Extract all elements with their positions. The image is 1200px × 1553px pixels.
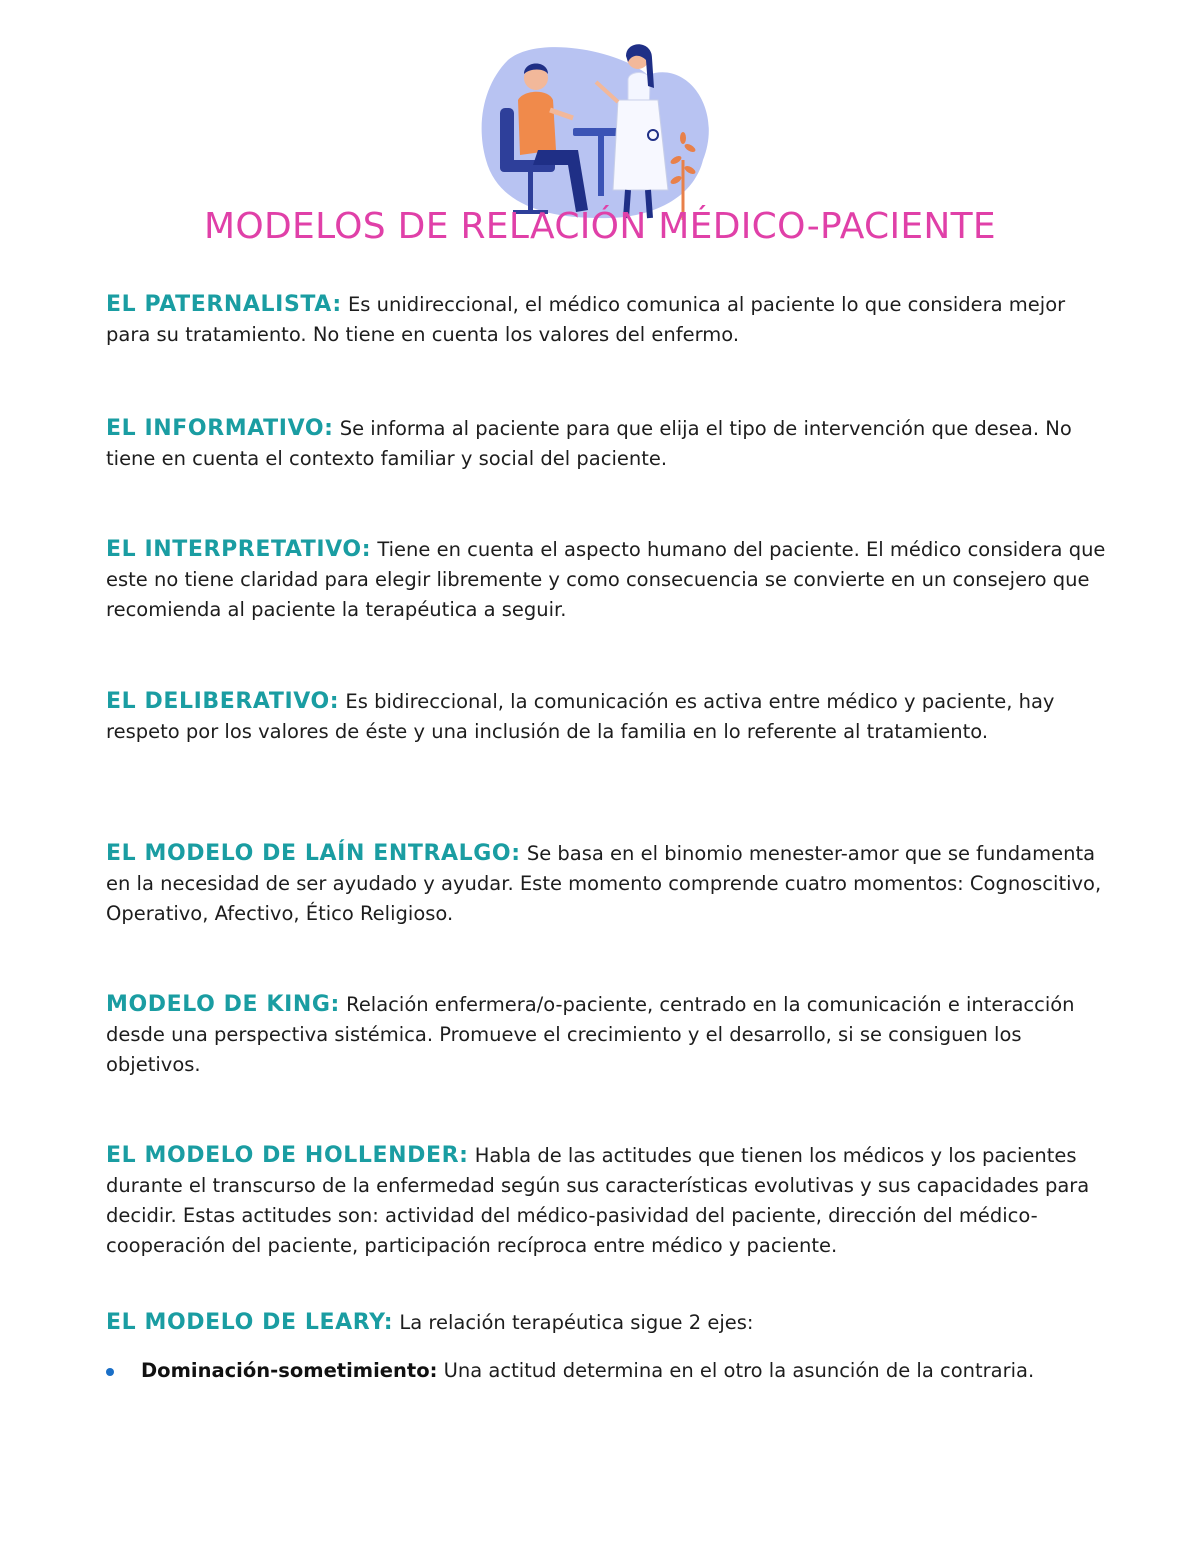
section-text: Es bidireccional, la comunicación es activa entre médico y paciente, hay respeto por los valores de éste y una inclusión de la familia en lo referente al tratamiento.: [106, 690, 1055, 743]
section-text: Tiene en cuenta el aspecto humano del paciente. El médico considera que este no tiene claridad para elegir libremente y como consecuencia se convierte en un consejero que recomienda al paciente la terapéutica a seguir.: [106, 538, 1106, 621]
section-label: EL MODELO DE LEARY:: [106, 1310, 394, 1335]
section-text: Es unidireccional, el médico comunica al paciente lo que considera mejor para su tratamiento. No tiene en cuenta los valores del enfermo.: [106, 293, 1066, 346]
bullet-term: Dominación-sometimiento:: [141, 1359, 438, 1382]
bullet-text: Una actitud determina en el otro la asunción de la contraria.: [443, 1359, 1035, 1382]
section-label: EL MODELO DE HOLLENDER:: [106, 1143, 469, 1168]
doctor-patient-illustration-icon: [478, 40, 718, 225]
section-king: [106, 990, 1106, 1080]
section-label: EL INFORMATIVO:: [106, 416, 334, 441]
section-deliberativo: [106, 687, 1106, 747]
section-paternalista: [106, 290, 1106, 350]
section-hollender: [106, 1141, 1106, 1261]
section-label: EL DELIBERATIVO:: [106, 689, 340, 714]
leary-axes-list: [106, 1356, 1106, 1386]
bullet-icon: [106, 1368, 114, 1376]
section-label: MODELO DE KING:: [106, 992, 340, 1017]
section-leary: [106, 1308, 754, 1338]
section-label: EL INTERPRETATIVO:: [106, 537, 372, 562]
section-text: Relación enfermera/o-paciente, centrado en la comunicación e interacción desde una perspectiva sistémica. Promueve el crecimiento y el desarrollo, si se consiguen los objetivos.: [106, 993, 1075, 1076]
section-text: Habla de las actitudes que tienen los médicos y los pacientes durante el transcurso de la enfermedad según sus características evolutivas y sus capacidades para decidir. Estas actitudes son: actividad del médico-pasividad del paciente, dirección del médico-cooperación del paciente, participación recíproca entre médico y paciente.: [106, 1144, 1090, 1257]
section-informativo: [106, 414, 1106, 474]
section-text: Se informa al paciente para que elija el tipo de intervención que desea. No tiene en cuenta el contexto familiar y social del paciente.: [106, 417, 1072, 470]
section-lain-entralgo: [106, 839, 1106, 929]
list-item: [106, 1356, 1106, 1386]
page-title: MODELOS DE RELACIÓN MÉDICO-PACIENTE: [204, 206, 996, 247]
section-interpretativo: [106, 535, 1106, 625]
section-text: La relación terapéutica sigue 2 ejes:: [399, 1311, 754, 1334]
section-text: Se basa en el binomio menester-amor que se fundamenta en la necesidad de ser ayudado y ayudar. Este momento comprende cuatro momentos: Cognoscitivo, Operativo, Afectivo, Ético Religioso.: [106, 842, 1102, 925]
section-label: EL MODELO DE LAÍN ENTRALGO:: [106, 841, 521, 866]
section-label: EL PATERNALISTA:: [106, 292, 342, 317]
